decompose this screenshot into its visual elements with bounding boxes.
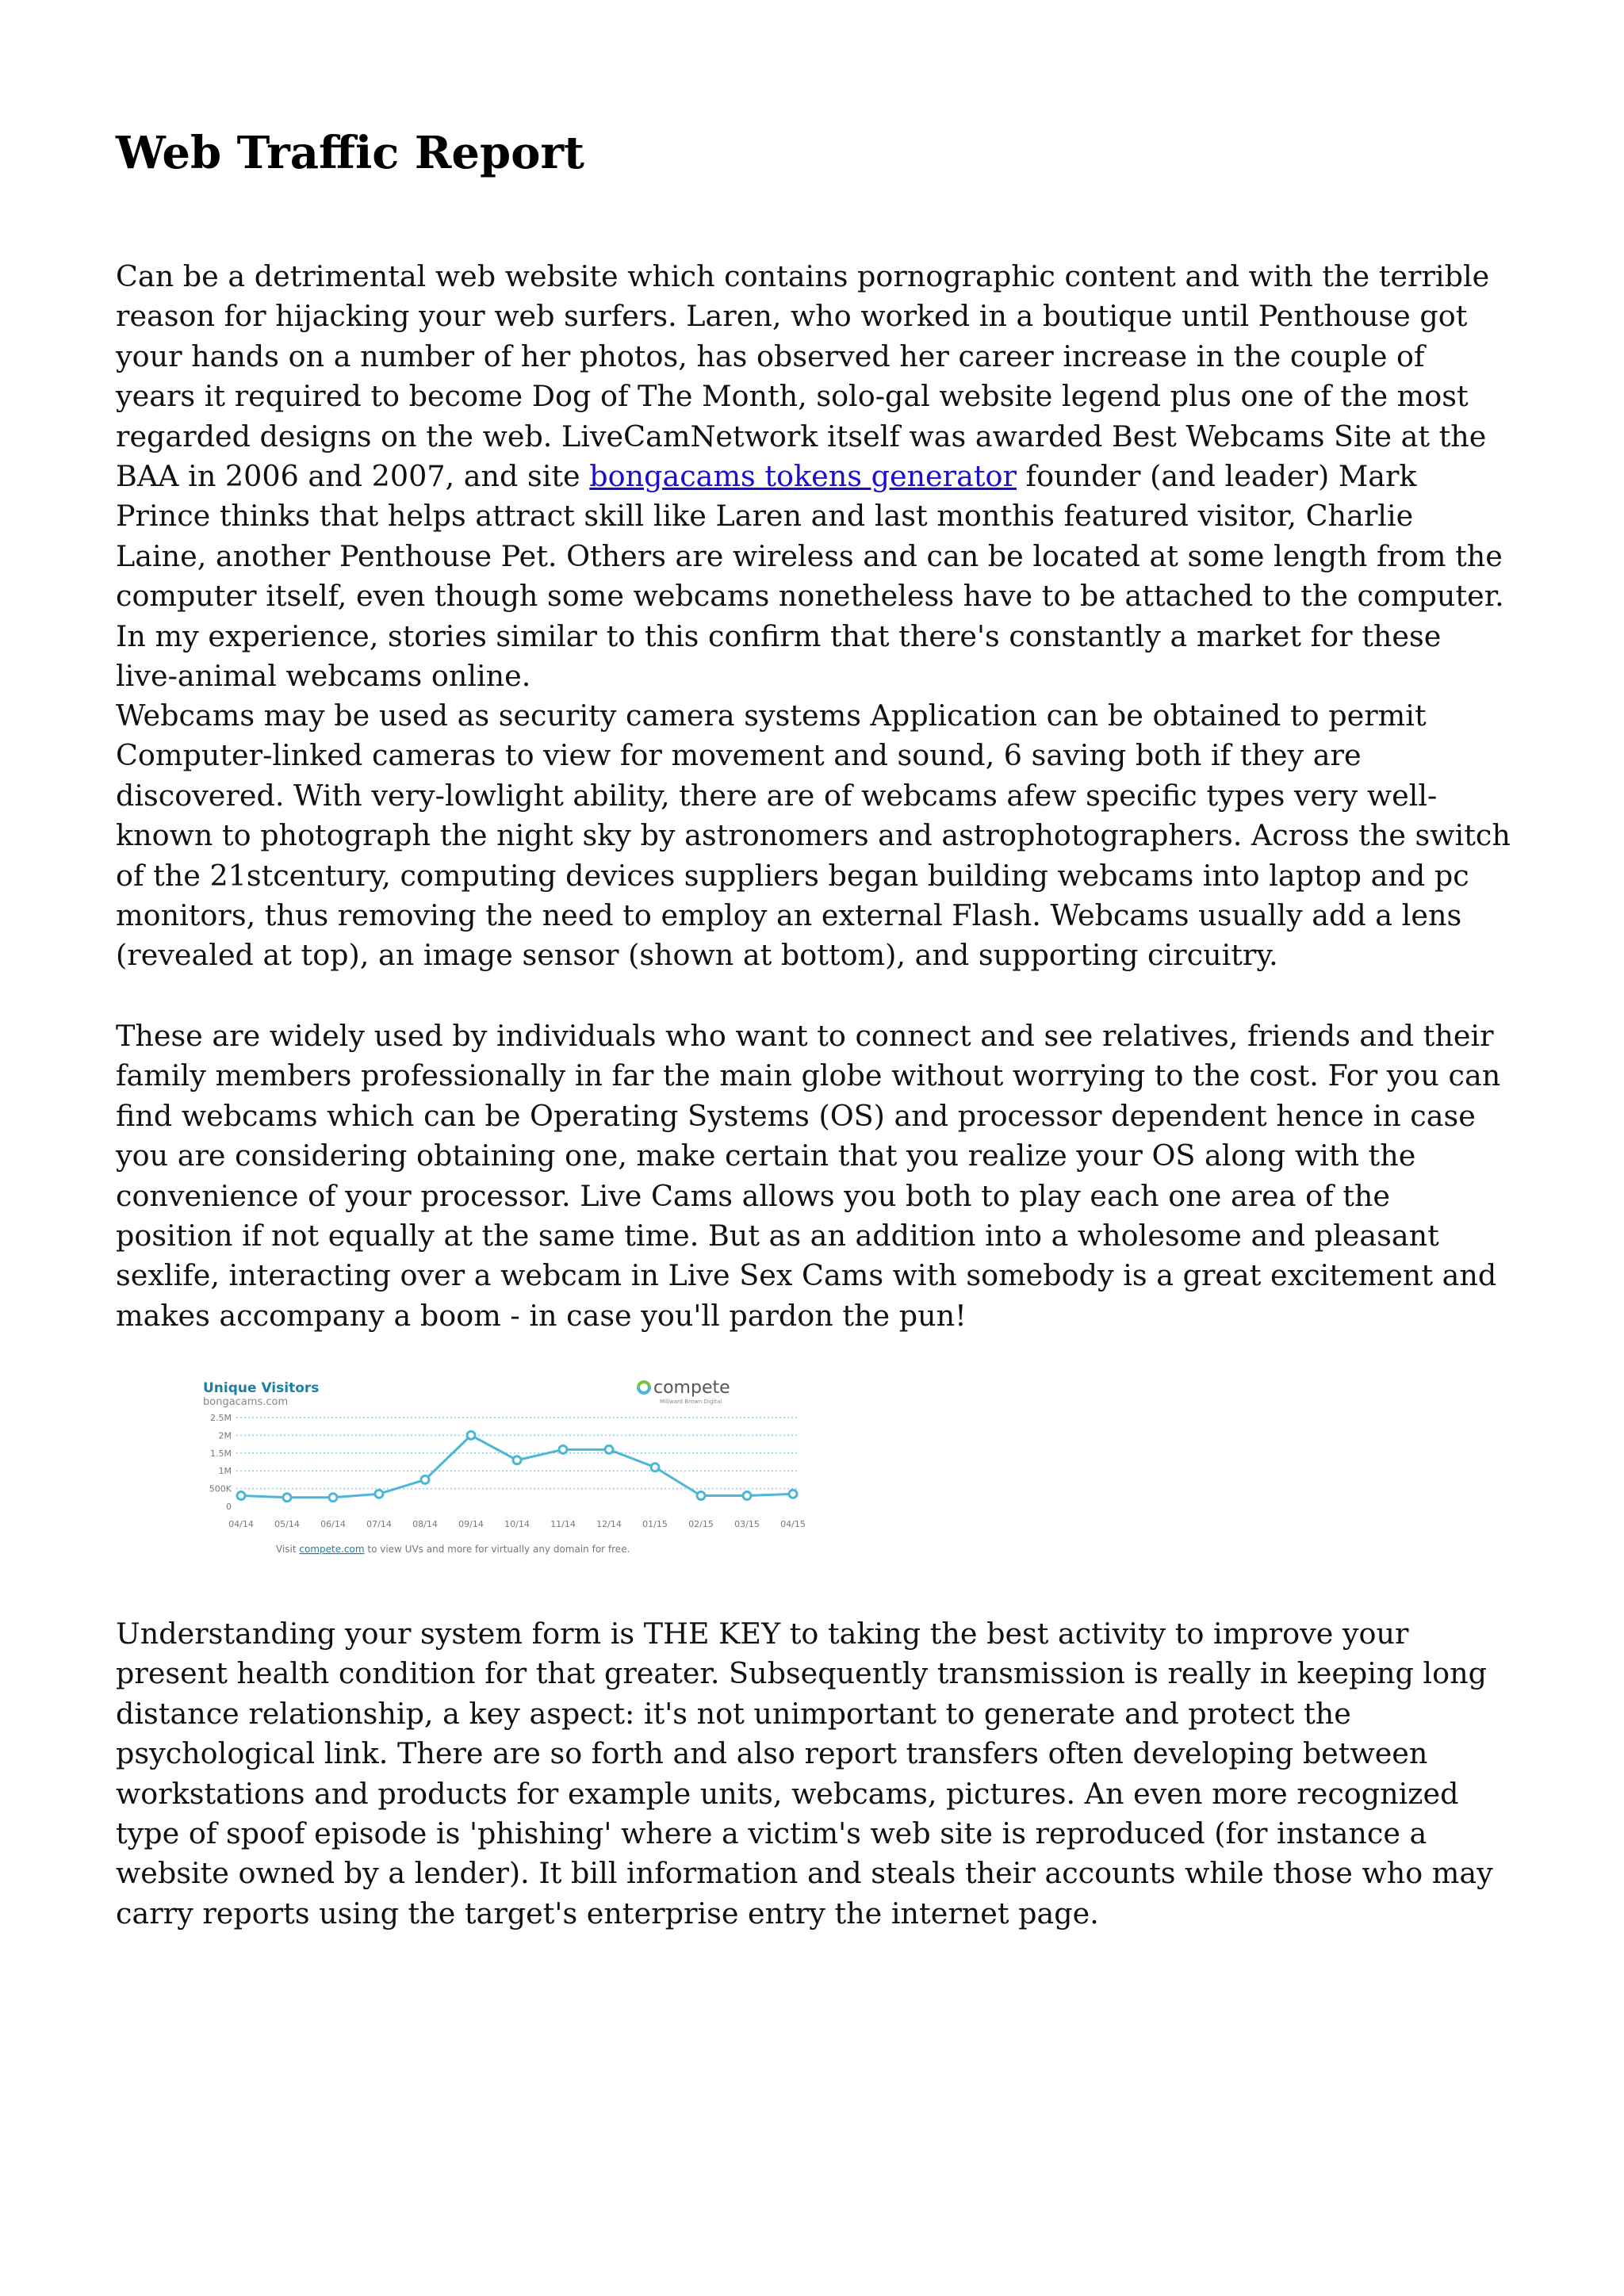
x-tick-label: 11/14: [550, 1519, 576, 1529]
data-point: [421, 1475, 429, 1483]
data-point: [651, 1464, 659, 1471]
data-point: [283, 1494, 291, 1502]
chart-x-ticks: [228, 1519, 806, 1529]
paragraph-3: These are widely used by individuals who want to connect and see relatives, friends and their family members professionally in far the main globe without worrying to the cost. For you can find webcams which can be Operating Systems (OS) and processor dependent hence in case you are considering obtaining one, make certain that you realize your OS along with the convenience of your processor. Live Cams allows you both to play each one area of the position if not equally at the same time. But as an addition into a wholesome and pleasant sexlife, interacting over a webcam in Live Sex Cams with somebody is a great excitement and makes accompany a boom - in case you'll pardon the pun!: [116, 1019, 1501, 1333]
paragraph-1-text-before-link: Can be a detrimental web website which contains pornographic content and with the terrible reason for hijacking your web surfers. Laren, who worked in a boutique until Penthouse got your hands on a number of her photos, has observed her career increase in the couple of years it required to become Dog of The Month, solo-gal website legend plus one of the most regarded designs on the web. LiveCamNetwork itself was awarded Best Webcams Site at the BAA in 2006 and 2007, and site: [116, 259, 1490, 494]
compete-logo-text: compete: [653, 1378, 730, 1398]
chart-footer-suffix: to view UVs and more for virtually any domain for free.: [364, 1544, 630, 1555]
chart-y-ticks: [209, 1413, 232, 1512]
unique-visitors-chart: [152, 1368, 818, 1567]
x-tick-label: 08/14: [412, 1519, 438, 1529]
x-tick-label: 04/15: [780, 1519, 806, 1529]
data-point: [789, 1490, 797, 1498]
chart-footer-prefix: Visit: [276, 1544, 300, 1555]
compete-logo: [638, 1378, 730, 1405]
x-tick-label: 12/14: [596, 1519, 622, 1529]
compete-link[interactable]: compete.com: [299, 1544, 365, 1555]
data-point: [467, 1431, 475, 1439]
page-title: Web Traffic Report: [116, 127, 584, 179]
x-tick-label: 02/15: [688, 1519, 714, 1529]
chart-title: Unique Visitors: [203, 1380, 320, 1396]
data-point: [237, 1492, 245, 1500]
x-tick-label: 05/14: [274, 1519, 300, 1529]
paragraph-2: Webcams may be used as security camera systems Application can be obtained to permit Computer-linked cameras to view for movement and sound, 6 saving both if they are discovered. With very-lowlight ability, there are of webcams afew specific types very well-known to photograph the night sky by astronomers and astrophotographers. Across the switch of the 21stcentury, computing devices suppliers began building webcams into laptop and pc monitors, thus removing the need to employ an external Flash. Webcams usually add a lens (revealed at top), an image sensor (shown at bottom), and supporting circuitry.: [116, 698, 1511, 973]
x-tick-label: 01/15: [642, 1519, 668, 1529]
paragraph-4: Understanding your system form is THE KEY to taking the best activity to improve your present health condition for that greater. Subsequently transmission is really in keeping long distance relationship, a key aspect: it's not unimportant to generate and protect the psychological link. There are so forth and also report transfers often developing between workstations and products for example units, webcams, pictures. An even more recognized type of spoof episode is 'phishing' where a victim's web site is reproduced (for instance a website owned by a lender). It bill information and steals their accounts while those who may carry reports using the target's enterprise entry the internet page.: [116, 1617, 1493, 1931]
y-tick-label: 2.5M: [210, 1413, 232, 1423]
x-tick-label: 10/14: [504, 1519, 530, 1529]
y-tick-label: 0: [226, 1502, 232, 1512]
y-tick-label: 500K: [209, 1483, 232, 1494]
data-point: [329, 1494, 337, 1502]
data-point: [513, 1456, 521, 1464]
data-point: [605, 1445, 613, 1453]
x-tick-label: 04/14: [228, 1519, 254, 1529]
data-point: [559, 1445, 567, 1453]
chart-svg: [152, 1368, 818, 1567]
paragraph-1-text-after-link: founder (and leader) Mark Prince thinks that helps attract skill like Laren and last monthis featured visitor, Charlie Laine, another Penthouse Pet. Others are wireless and can be located at some length from the computer itself, even though some webcams nonetheless have to be attached to the computer. In my experience, stories similar to this confirm that there's constantly a market for these live-animal webcams online.: [116, 459, 1504, 694]
bongacams-tokens-generator-link[interactable]: bongacams tokens generator: [589, 459, 1017, 494]
paragraph-1: [116, 257, 1511, 696]
chart-gridlines: [236, 1418, 798, 1489]
y-tick-label: 2M: [218, 1430, 232, 1441]
chart-footer: [276, 1544, 630, 1555]
x-tick-label: 03/15: [734, 1519, 760, 1529]
compete-logo-tagline: Millward Brown Digital: [660, 1399, 722, 1405]
y-tick-label: 1.5M: [210, 1448, 232, 1459]
x-tick-label: 06/14: [320, 1519, 346, 1529]
chart-subtitle: bongacams.com: [203, 1396, 289, 1408]
y-tick-label: 1M: [218, 1466, 232, 1477]
data-point: [697, 1492, 705, 1500]
data-point: [743, 1492, 751, 1500]
chart-series: [237, 1431, 797, 1501]
x-tick-label: 09/14: [458, 1519, 484, 1529]
x-tick-label: 07/14: [366, 1519, 392, 1529]
data-point: [375, 1490, 383, 1498]
